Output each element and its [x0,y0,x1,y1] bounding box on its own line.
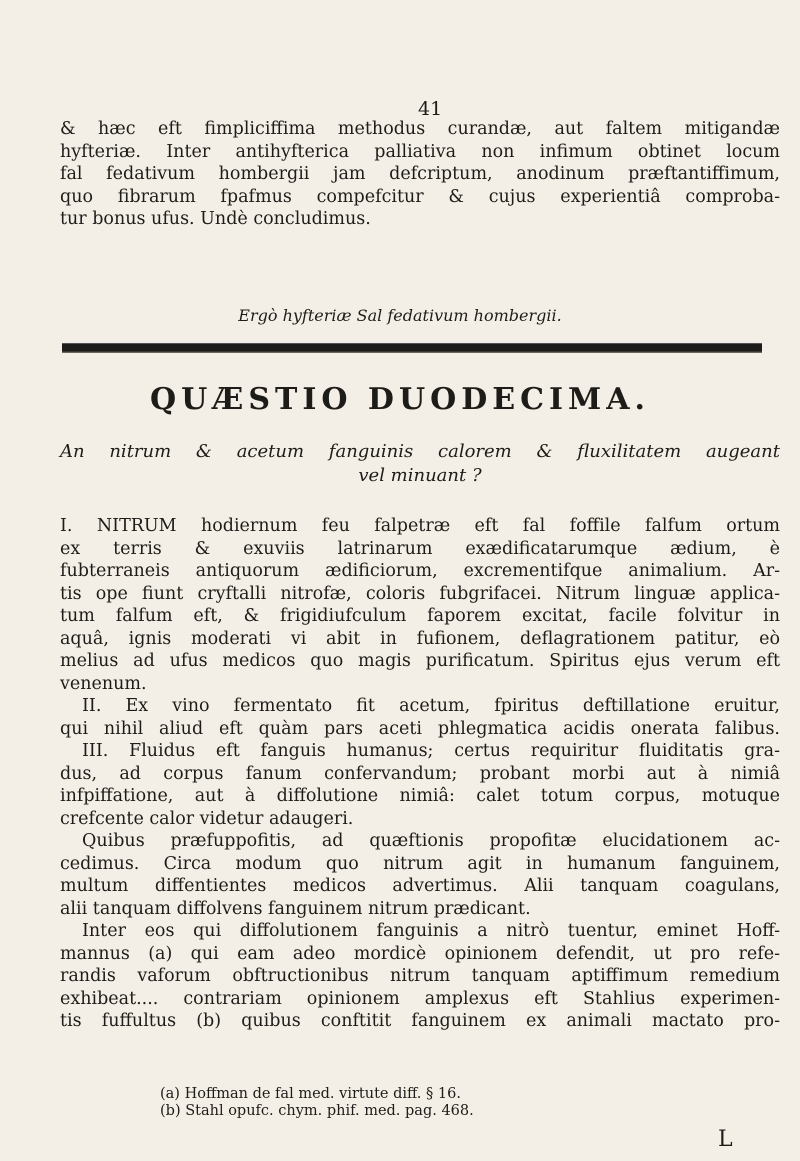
text-line: hyfteriæ. Inter antihyfterica palliativa non infimum obtinet locum [60,141,780,162]
text-line: II. Ex vino fermentato fit acetum, fpiritus deftillatione eruitur, [82,696,780,716]
text-line: randis vaforum obftructionibus nitrum tanquam aptiffimum remedium [60,966,780,986]
text-line: crefcente calor videtur adaugeri. [60,808,354,829]
text-line: tis fuffultus (b) quibus conftitit fanguinem ex animali mactato pro- [60,1011,780,1031]
text-line: & hæc eft fimpliciffima methodus curandæ, aut faltem mitigandæ [60,119,780,139]
text-line: tur bonus ufus. Undè concludimus. [60,209,371,229]
text-line: I. NITRUM hodiernum feu falpetræ eft fal foffile falfum ortum [60,516,780,536]
question-line: vel minuant ? [358,465,482,486]
signature-mark: L [718,1127,733,1152]
section-heading: QUÆSTIO DUODECIMA. [150,382,650,417]
question-line: An nitrum & acetum fanguinis calorem & fluxilitatem augeant [60,441,780,462]
text-line: melius ad ufus medicos quo magis purificatum. Spiritus ejus verum eft [60,651,780,671]
text-line: exhibeat.... contrariam opinionem amplexus eft Stahlius experimen- [60,988,780,1009]
text-line: fubterraneis antiquorum ædificiorum, excrementifque animalium. Ar- [60,561,780,581]
footnote: (a) Hoffman de fal med. virtute diff. § 16. [160,1086,461,1102]
footnotes [160,1086,474,1120]
text-line: tis ope fiunt cryftalli nitrofæ, coloris fubgrifacei. Nitrum linguæ applica- [60,583,780,604]
conclusion-line: Ergò hyfteriæ Sal fedativum hombergii. [238,306,562,325]
text-line: Inter eos qui diffolutionem fanguinis a nitrò tuentur, eminet Hoff- [82,921,780,941]
text-line: venenum. [60,673,147,694]
text-line: III. Fluidus eft fanguis humanus; certus requiritur fluiditatis gra- [82,741,780,761]
text-line: aquâ, ignis moderati vi abit in fufionem, deflagrationem patitur, eò [60,628,780,649]
text-line: infpiffatione, aut à diffolutione nimiâ: calet totum corpus, motuque [60,786,780,806]
footnote: (b) Stahl opufc. chym. phif. med. pag. 468. [160,1103,474,1119]
question-title [60,440,780,488]
text-line: fal fedativum hombergii jam defcriptum, anodinum præftantiffimum, [60,164,780,184]
text-line: qui nihil aliud eft quàm pars aceti phlegmatica acidis onerata falibus. [60,718,780,739]
text-line: multum diffentientes medicos advertimus. Alii tanquam coagulans, [60,876,780,896]
page-number: 41 [418,98,443,120]
text-line: quo fibrarum fpafmus compefcitur & cujus experientiâ comproba- [60,186,780,207]
text-line: tum falfum eft, & frigidiufculum faporem excitat, facile folvitur in [60,606,780,626]
text-line: ex terris & exuviis latrinarum exædificatarumque ædium, è [60,538,780,559]
decorative-rule-thin [62,352,762,353]
text-line: cedimus. Circa modum quo nitrum agit in humanum fanguinem, [60,853,780,874]
body-text [60,515,780,1033]
text-line: alii tanquam diffolvens fanguinem nitrum prædicant. [60,898,531,919]
text-line: mannus (a) qui eam adeo mordicè opinionem defendit, ut pro refe- [60,943,780,964]
text-line: dus, ad corpus fanum confervandum; probant morbi aut à nimiâ [60,763,780,784]
intro-paragraph [60,118,780,231]
text-line: Quibus præfuppofitis, ad quæftionis propofitæ elucidationem ac- [82,831,780,851]
